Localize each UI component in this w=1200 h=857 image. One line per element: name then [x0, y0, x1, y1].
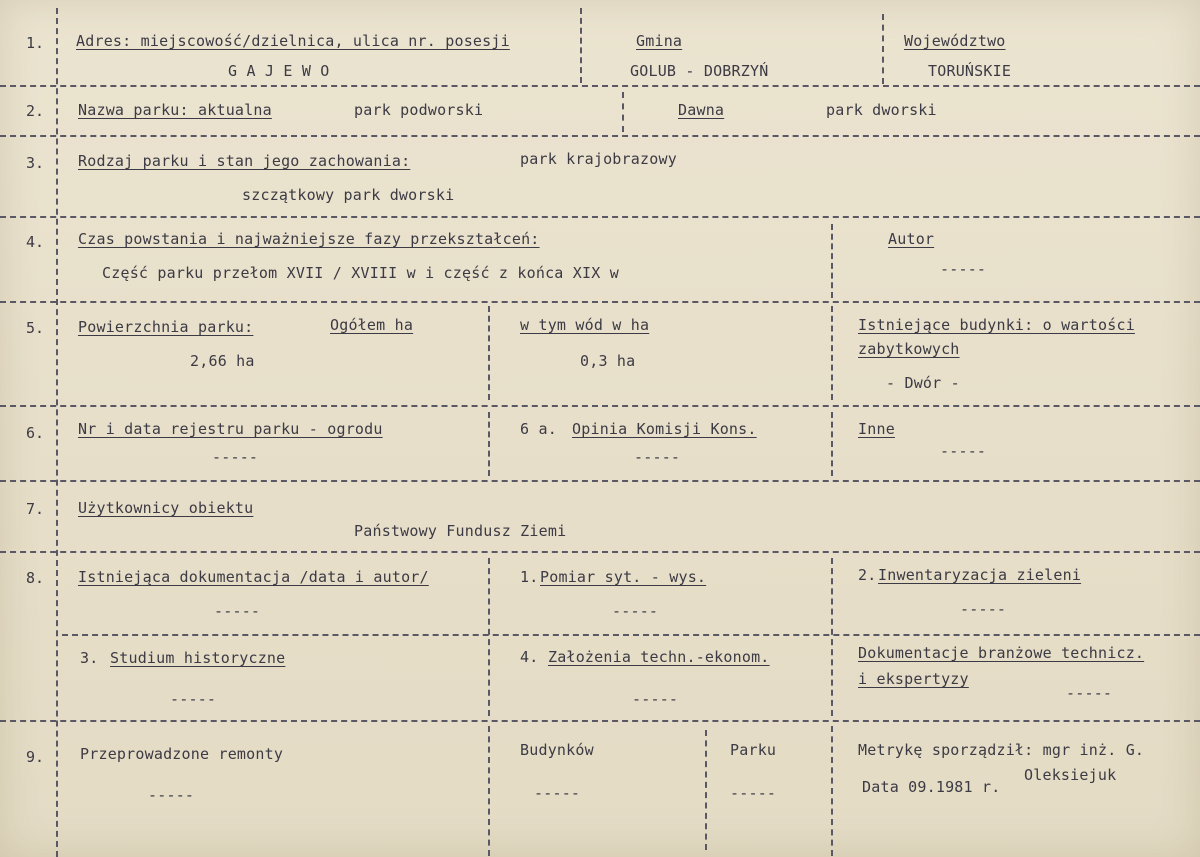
- greenery-prefix: 2.: [858, 566, 877, 584]
- buildings-label: Istniejące budynki: o wartości: [858, 316, 1135, 334]
- divider-9b: [705, 730, 707, 850]
- separator-5: [0, 405, 1200, 407]
- separator-2: [0, 135, 1200, 137]
- divider-wojewodztwo: [882, 14, 884, 84]
- author-label: Autor: [888, 230, 935, 248]
- history-value: Część parku przełom XVII / XVIII w i część z końca XIX w: [102, 264, 619, 282]
- separator-1: [0, 85, 1200, 87]
- documentation-label: Istniejąca dokumentacja /data i autor/: [78, 568, 429, 586]
- separator-7: [0, 551, 1200, 553]
- total-area-value: 2,66 ha: [190, 352, 255, 370]
- wojewodztwo-label: Województwo: [904, 32, 1006, 50]
- row-number-1: 1.: [26, 34, 45, 52]
- park-name-value: park podworski: [354, 101, 484, 119]
- total-area-label: Ogółem ha: [330, 316, 414, 334]
- historical-study-value: -----: [170, 690, 217, 708]
- park-repairs-value: -----: [730, 784, 777, 802]
- separator-8: [0, 720, 1200, 722]
- registry-label: Nr i data rejestru parku - ogrodu: [78, 420, 383, 438]
- buildings-value: - Dwór -: [886, 374, 960, 392]
- separator-3: [0, 216, 1200, 218]
- divider-gmina: [580, 8, 582, 83]
- water-area-value: 0,3 ha: [580, 352, 636, 370]
- water-area-label: w tym wód w ha: [520, 316, 650, 334]
- park-type-label: Rodzaj parku i stan jego zachowania:: [78, 152, 411, 170]
- gmina-value: GOLUB - DOBRZYŃ: [630, 62, 769, 80]
- branch-docs-label: Dokumentacje branżowe technicz.: [858, 644, 1145, 662]
- divider-8b: [831, 558, 833, 716]
- park-condition-value: szczątkowy park dworski: [242, 186, 455, 204]
- divider-9a: [488, 726, 490, 856]
- users-value: Państwowy Fundusz Ziemi: [354, 522, 567, 540]
- repairs-label: Przeprowadzone remonty: [80, 745, 284, 763]
- separator-4: [0, 301, 1200, 303]
- separator-8-inner: [62, 634, 1200, 636]
- branch-docs-value: -----: [1066, 684, 1113, 702]
- wojewodztwo-value: TORUŃSKIE: [928, 62, 1012, 80]
- author-value: -----: [940, 260, 987, 278]
- prepared-by-name: Oleksiejuk: [1024, 766, 1117, 784]
- opinion-label: Opinia Komisji Kons.: [572, 420, 757, 438]
- technical-label: Założenia techn.-ekonom.: [548, 648, 770, 666]
- left-margin-line: [56, 8, 58, 857]
- historical-study-prefix: 3.: [80, 649, 99, 667]
- other-label: Inne: [858, 420, 895, 438]
- row-number-3: 3.: [26, 154, 45, 172]
- park-repairs-label: Parku: [730, 741, 777, 759]
- divider-8a: [488, 558, 490, 716]
- divider-dawna: [622, 92, 624, 132]
- row-number-4: 4.: [26, 233, 45, 251]
- row-number-8: 8.: [26, 569, 45, 587]
- history-label: Czas powstania i najważniejsze fazy przekształceń:: [78, 230, 540, 248]
- divider-6a: [488, 412, 490, 476]
- buildings-label-cont: zabytkowych: [858, 340, 960, 358]
- branch-docs-label-cont: i ekspertyzy: [858, 670, 969, 688]
- greenery-label: Inwentaryzacja zieleni: [878, 566, 1082, 584]
- survey-label: Pomiar syt. - wys.: [540, 568, 707, 586]
- prepared-by: Metrykę sporządził: mgr inż. G.: [858, 741, 1145, 759]
- row-number-9: 9.: [26, 748, 45, 766]
- divider-5b: [831, 306, 833, 400]
- divider-autor: [831, 224, 833, 298]
- technical-value: -----: [632, 690, 679, 708]
- opinion-value: -----: [634, 448, 681, 466]
- survey-value: -----: [612, 602, 659, 620]
- other-value: -----: [940, 442, 987, 460]
- row-number-5: 5.: [26, 319, 45, 337]
- address-value: G A J E W O: [228, 62, 330, 80]
- buildings-repairs-label: Budynków: [520, 741, 594, 759]
- gmina-label: Gmina: [636, 32, 683, 50]
- park-name-label: Nazwa parku: aktualna: [78, 101, 272, 119]
- greenery-value: -----: [960, 600, 1007, 618]
- former-name-label: Dawna: [678, 101, 725, 119]
- divider-6b: [831, 412, 833, 476]
- area-label: Powierzchnia parku:: [78, 318, 254, 336]
- technical-prefix: 4.: [520, 648, 539, 666]
- repairs-value: -----: [148, 786, 195, 804]
- historical-study-label: Studium historyczne: [110, 649, 286, 667]
- users-label: Użytkownicy obiektu: [78, 499, 254, 517]
- row-number-6: 6.: [26, 424, 45, 442]
- park-type-value: park krajobrazowy: [520, 150, 677, 168]
- address-label: Adres: miejscowość/dzielnica, ulica nr. posesji: [76, 32, 510, 50]
- record-date: Data 09.1981 r.: [862, 778, 1001, 796]
- opinion-prefix: 6 a.: [520, 420, 557, 438]
- row-number-2: 2.: [26, 102, 45, 120]
- divider-9c: [831, 726, 833, 856]
- separator-6: [0, 480, 1200, 482]
- former-name-value: park dworski: [826, 101, 937, 119]
- survey-prefix: 1.: [520, 568, 539, 586]
- registry-value: -----: [212, 448, 259, 466]
- buildings-repairs-value: -----: [534, 784, 581, 802]
- row-number-7: 7.: [26, 500, 45, 518]
- documentation-value: -----: [214, 602, 261, 620]
- divider-5a: [488, 306, 490, 400]
